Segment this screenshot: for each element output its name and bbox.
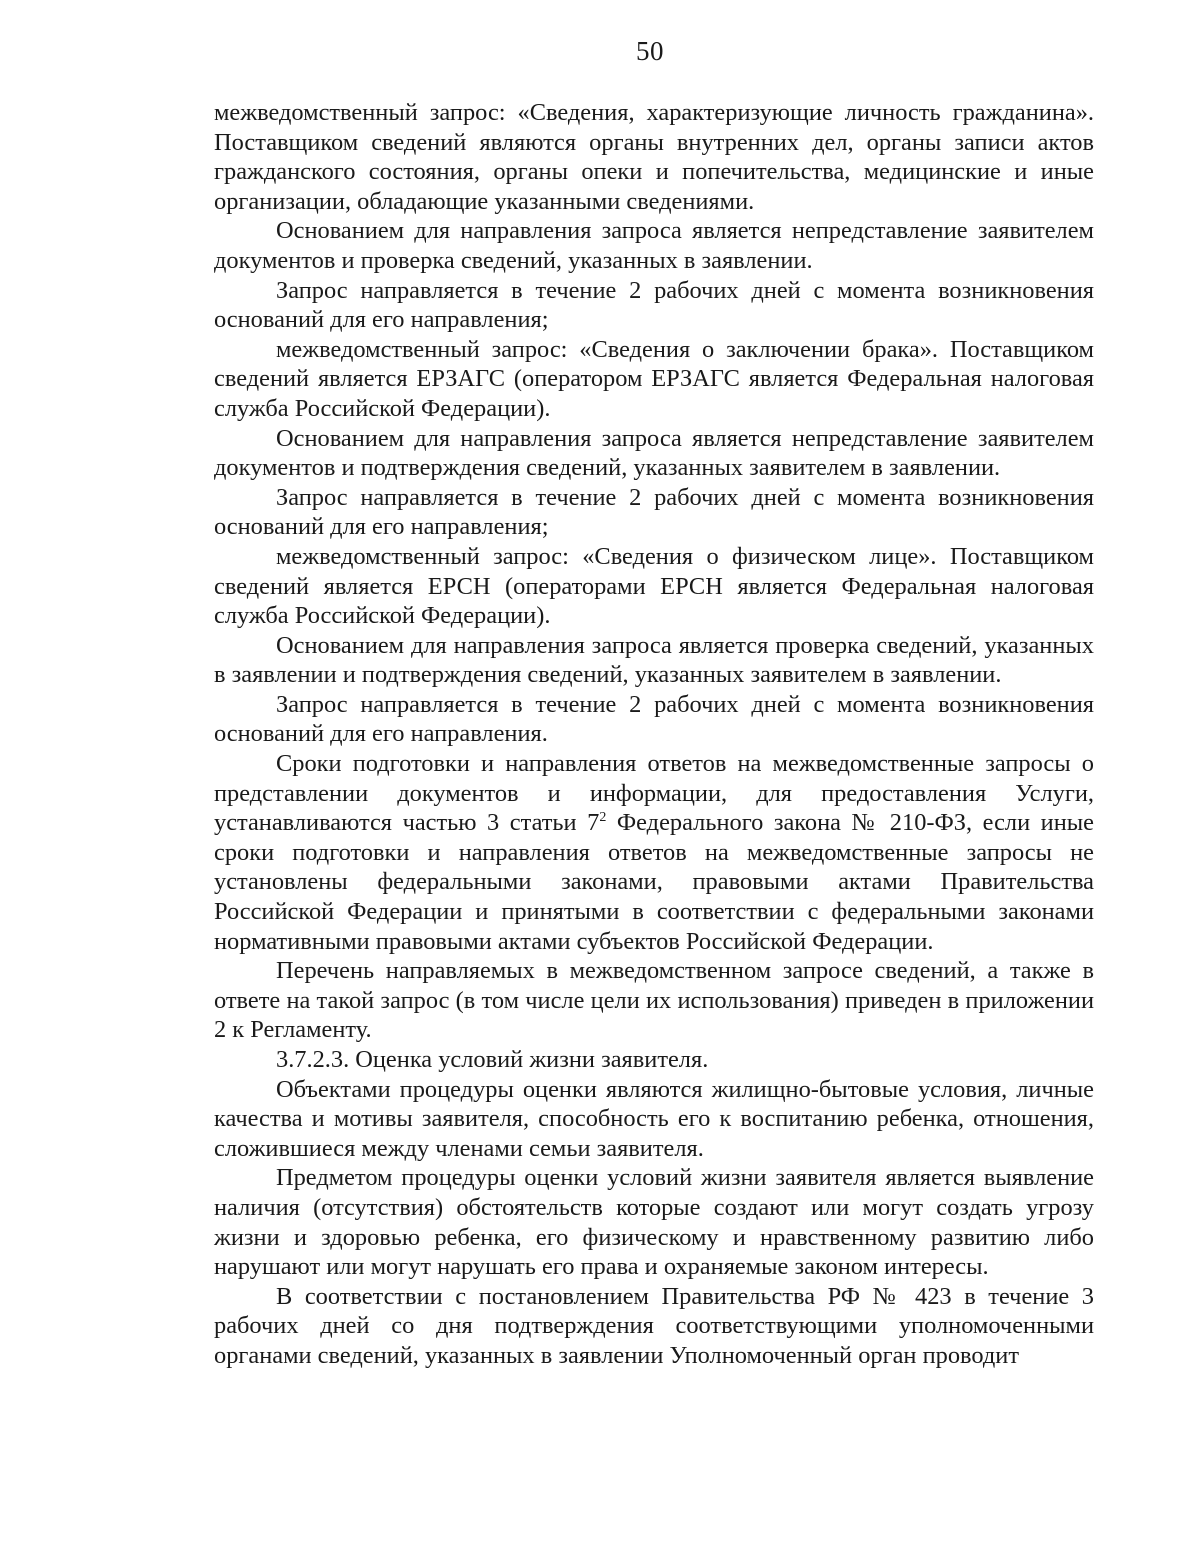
paragraph-info-list: Перечень направляемых в межведомственном запросе сведений, а также в ответе на такой запрос (в том числе цели их использования) приведен в приложении 2 к Регламенту. <box>214 957 1094 1044</box>
paragraph-request-basis-2: Основанием для направления запроса является непредставление заявителем документов и подтверждения сведений, указанных заявителем в заявлении. <box>214 424 1094 482</box>
paragraph-interagency-request-person: межведомственный запрос: «Сведения о физическом лице». Поставщиком сведений является ЕРСН (операторами ЕРСН является Федеральная налоговая служба Российской Федерации). <box>214 542 1094 630</box>
paragraph-response-deadlines-text-cont: Федерального закона № 210-ФЗ, если иные сроки подготовки и направления ответов на межведомственные запросы не установлены федеральными законами, правовыми актами Правительства Российской Федерации и принятыми в соответствии с федеральными законами нормативными правовыми актами субъектов Российской Федерации. <box>214 809 1094 955</box>
body-text <box>214 98 1094 1371</box>
paragraph-assessment-objects: Объектами процедуры оценки являются жилищно-бытовые условия, личные качества и мотивы заявителя, способность его к воспитанию ребенка, отношения, сложившиеся между членами семьи заявителя. <box>214 1075 1094 1162</box>
paragraph-request-basis-1: Основанием для направления запроса является непредставление заявителем документов и проверка сведений, указанных в заявлении. <box>214 217 1094 274</box>
paragraph-interagency-request-citizen: межведомственный запрос: «Сведения, характеризующие личность гражданина». Поставщиком сведений являются органы внутренних дел, органы записи актов гражданского состояния, органы опеки и попечительства, медицинские и иные организации, обладающие указанными сведениями. <box>214 99 1094 215</box>
paragraph-request-deadline-3: Запрос направляется в течение 2 рабочих дней с момента возникновения оснований для его направления. <box>214 690 1094 748</box>
paragraph-request-deadline-1: Запрос направляется в течение 2 рабочих дней с момента возникновения оснований для его направления; <box>214 276 1094 334</box>
paragraph-request-basis-3: Основанием для направления запроса является проверка сведений, указанных в заявлении и подтверждения сведений, указанных заявителем в заявлении. <box>214 631 1094 689</box>
page-number: 50 <box>636 36 664 66</box>
paragraph-response-deadlines-text: Сроки подготовки и направления ответов на межведомственные запросы о представлении документов и информации, для предоставления Услуги, устанавливаются частью 3 статьи 7 <box>214 750 1094 837</box>
paragraph-assessment-subject: Предметом процедуры оценки условий жизни заявителя является выявление наличия (отсутствия) обстоятельств которые создают или могут создать угрозу жизни и здоровью ребенка, его физическому и нравственному развитию либо нарушают или могут нарушать его права и охраняемые законом интересы. <box>214 1164 1094 1281</box>
superscript: 2 <box>599 810 607 826</box>
paragraph-request-deadline-2: Запрос направляется в течение 2 рабочих дней с момента возникновения оснований для его направления; <box>214 483 1094 541</box>
section-heading-3-7-2-3: 3.7.2.3. Оценка условий жизни заявителя. <box>276 1046 709 1073</box>
paragraph-government-decree: В соответствии с постановлением Правительства РФ № 423 в течение 3 рабочих дней со дня подтверждения соответствующими уполномоченными органами сведений, указанных в заявлении Уполномоченный орган проводит <box>214 1282 1094 1369</box>
paragraph-interagency-request-marriage: межведомственный запрос: «Сведения о заключении брака». Поставщиком сведений является ЕРЗАГС (оператором ЕРЗАГС является Федеральная налоговая служба Российской Федерации). <box>214 335 1094 422</box>
paragraph-response-deadlines <box>214 749 1094 956</box>
